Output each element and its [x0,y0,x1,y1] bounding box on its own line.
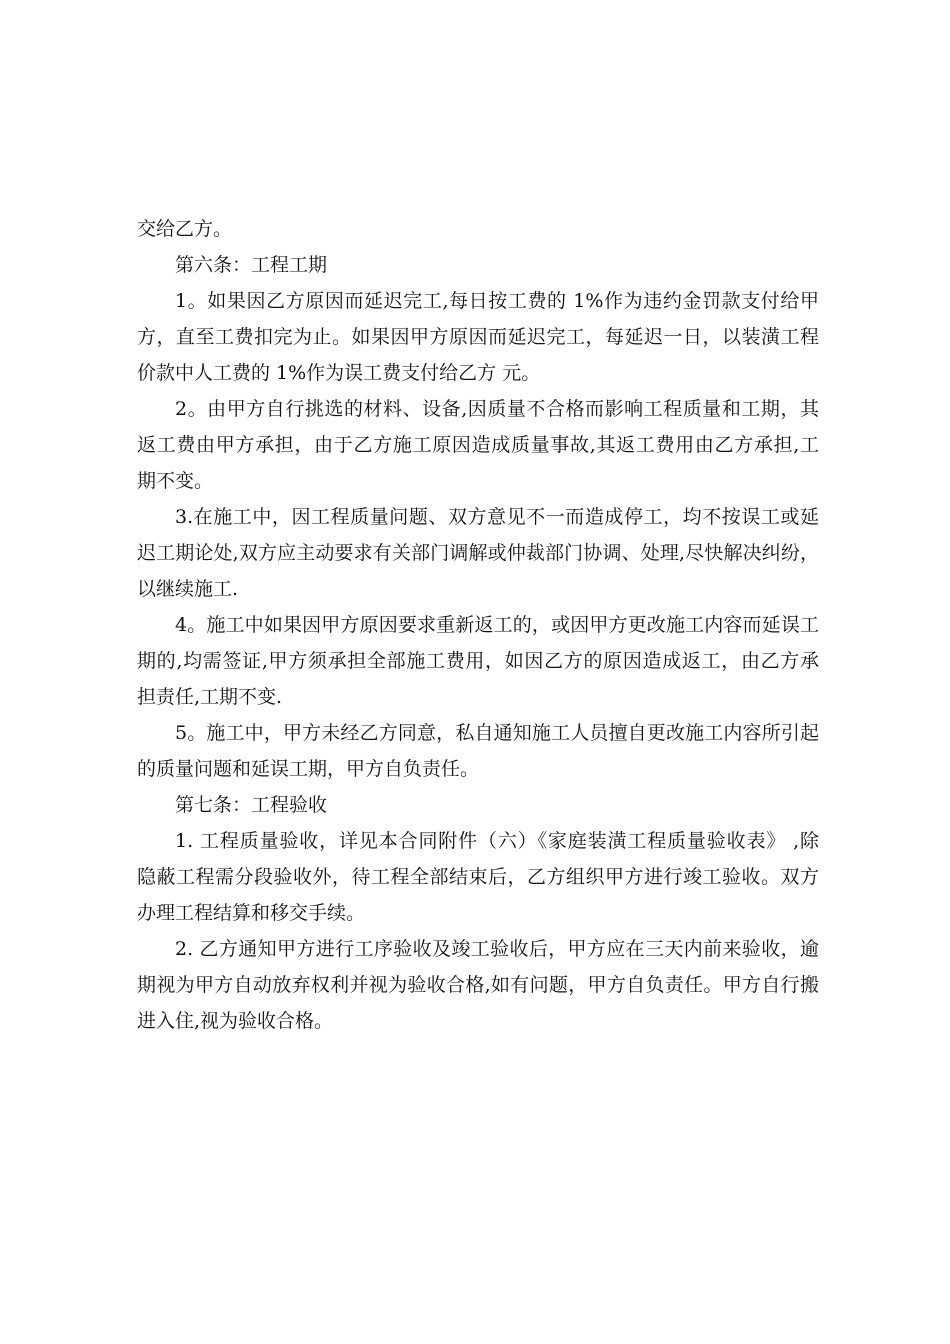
text-line: 返工费由甲方承担，由于乙方施工原因造成质量事故,其返工费用由乙方承担,工 [137,434,819,456]
text-line: 的质量问题和延误工期，甲方自负责任。 [137,758,480,780]
text-line: 期视为甲方自动放弃权利并视为验收合格,如有问题，甲方自负责任。甲方自行搬 [137,974,819,996]
text-line: 交给乙方。 [137,218,233,240]
text-line: 办理工程结算和移交手续。 [137,902,366,924]
text-line: 迟工期论处,双方应主动要求有关部门调解或仲裁部门协调、处理,尽快解决纠纷， [137,542,819,564]
document-body [137,211,819,1039]
section-heading-7: 第七条：工程验收 [175,794,328,816]
text-line: 期的,均需签证,甲方须承担全部施工费用，如因乙方的原因造成返工，由乙方承 [137,650,819,672]
text-line: 隐蔽工程需分段验收外，待工程全部结束后，乙方组织甲方进行竣工验收。双方 [137,866,819,888]
section-heading-6: 第六条：工程工期 [175,254,328,276]
text-line: 4。施工中如果因甲方原因要求重新返工的，或因甲方更改施工内容而延误工 [175,614,819,636]
text-line: 期不变。 [137,470,214,492]
text-line: 价款中人工费的 1%作为误工费支付给乙方 元。 [137,362,541,384]
text-line: 2。由甲方自行挑选的材料、设备,因质量不合格而影响工程质量和工期，其 [175,398,819,420]
text-line: 担责任,工期不变. [137,686,283,708]
text-line: 2. 乙方通知甲方进行工序验收及竣工验收后，甲方应在三天内前来验收，逾 [175,938,819,960]
text-line: 5。施工中，甲方未经乙方同意，私自通知施工人员擅自更改施工内容所引起 [175,722,819,744]
text-line: 以继续施工. [137,578,239,600]
text-line: 进入住,视为验收合格。 [137,1010,334,1032]
text-line: 方，直至工费扣完为止。如果因甲方原因而延迟完工，每延迟一日，以装潢工程 [137,326,819,348]
text-line: 1。如果因乙方原因而延迟完工,每日按工费的 1%作为违约金罚款支付给甲 [175,290,819,312]
text-line: 3.在施工中，因工程质量问题、双方意见不一而造成停工，均不按误工或延 [175,506,819,528]
text-line: 1. 工程质量验收，详见本合同附件（六）《家庭装潢工程质量验收表》 ,除 [175,830,819,852]
